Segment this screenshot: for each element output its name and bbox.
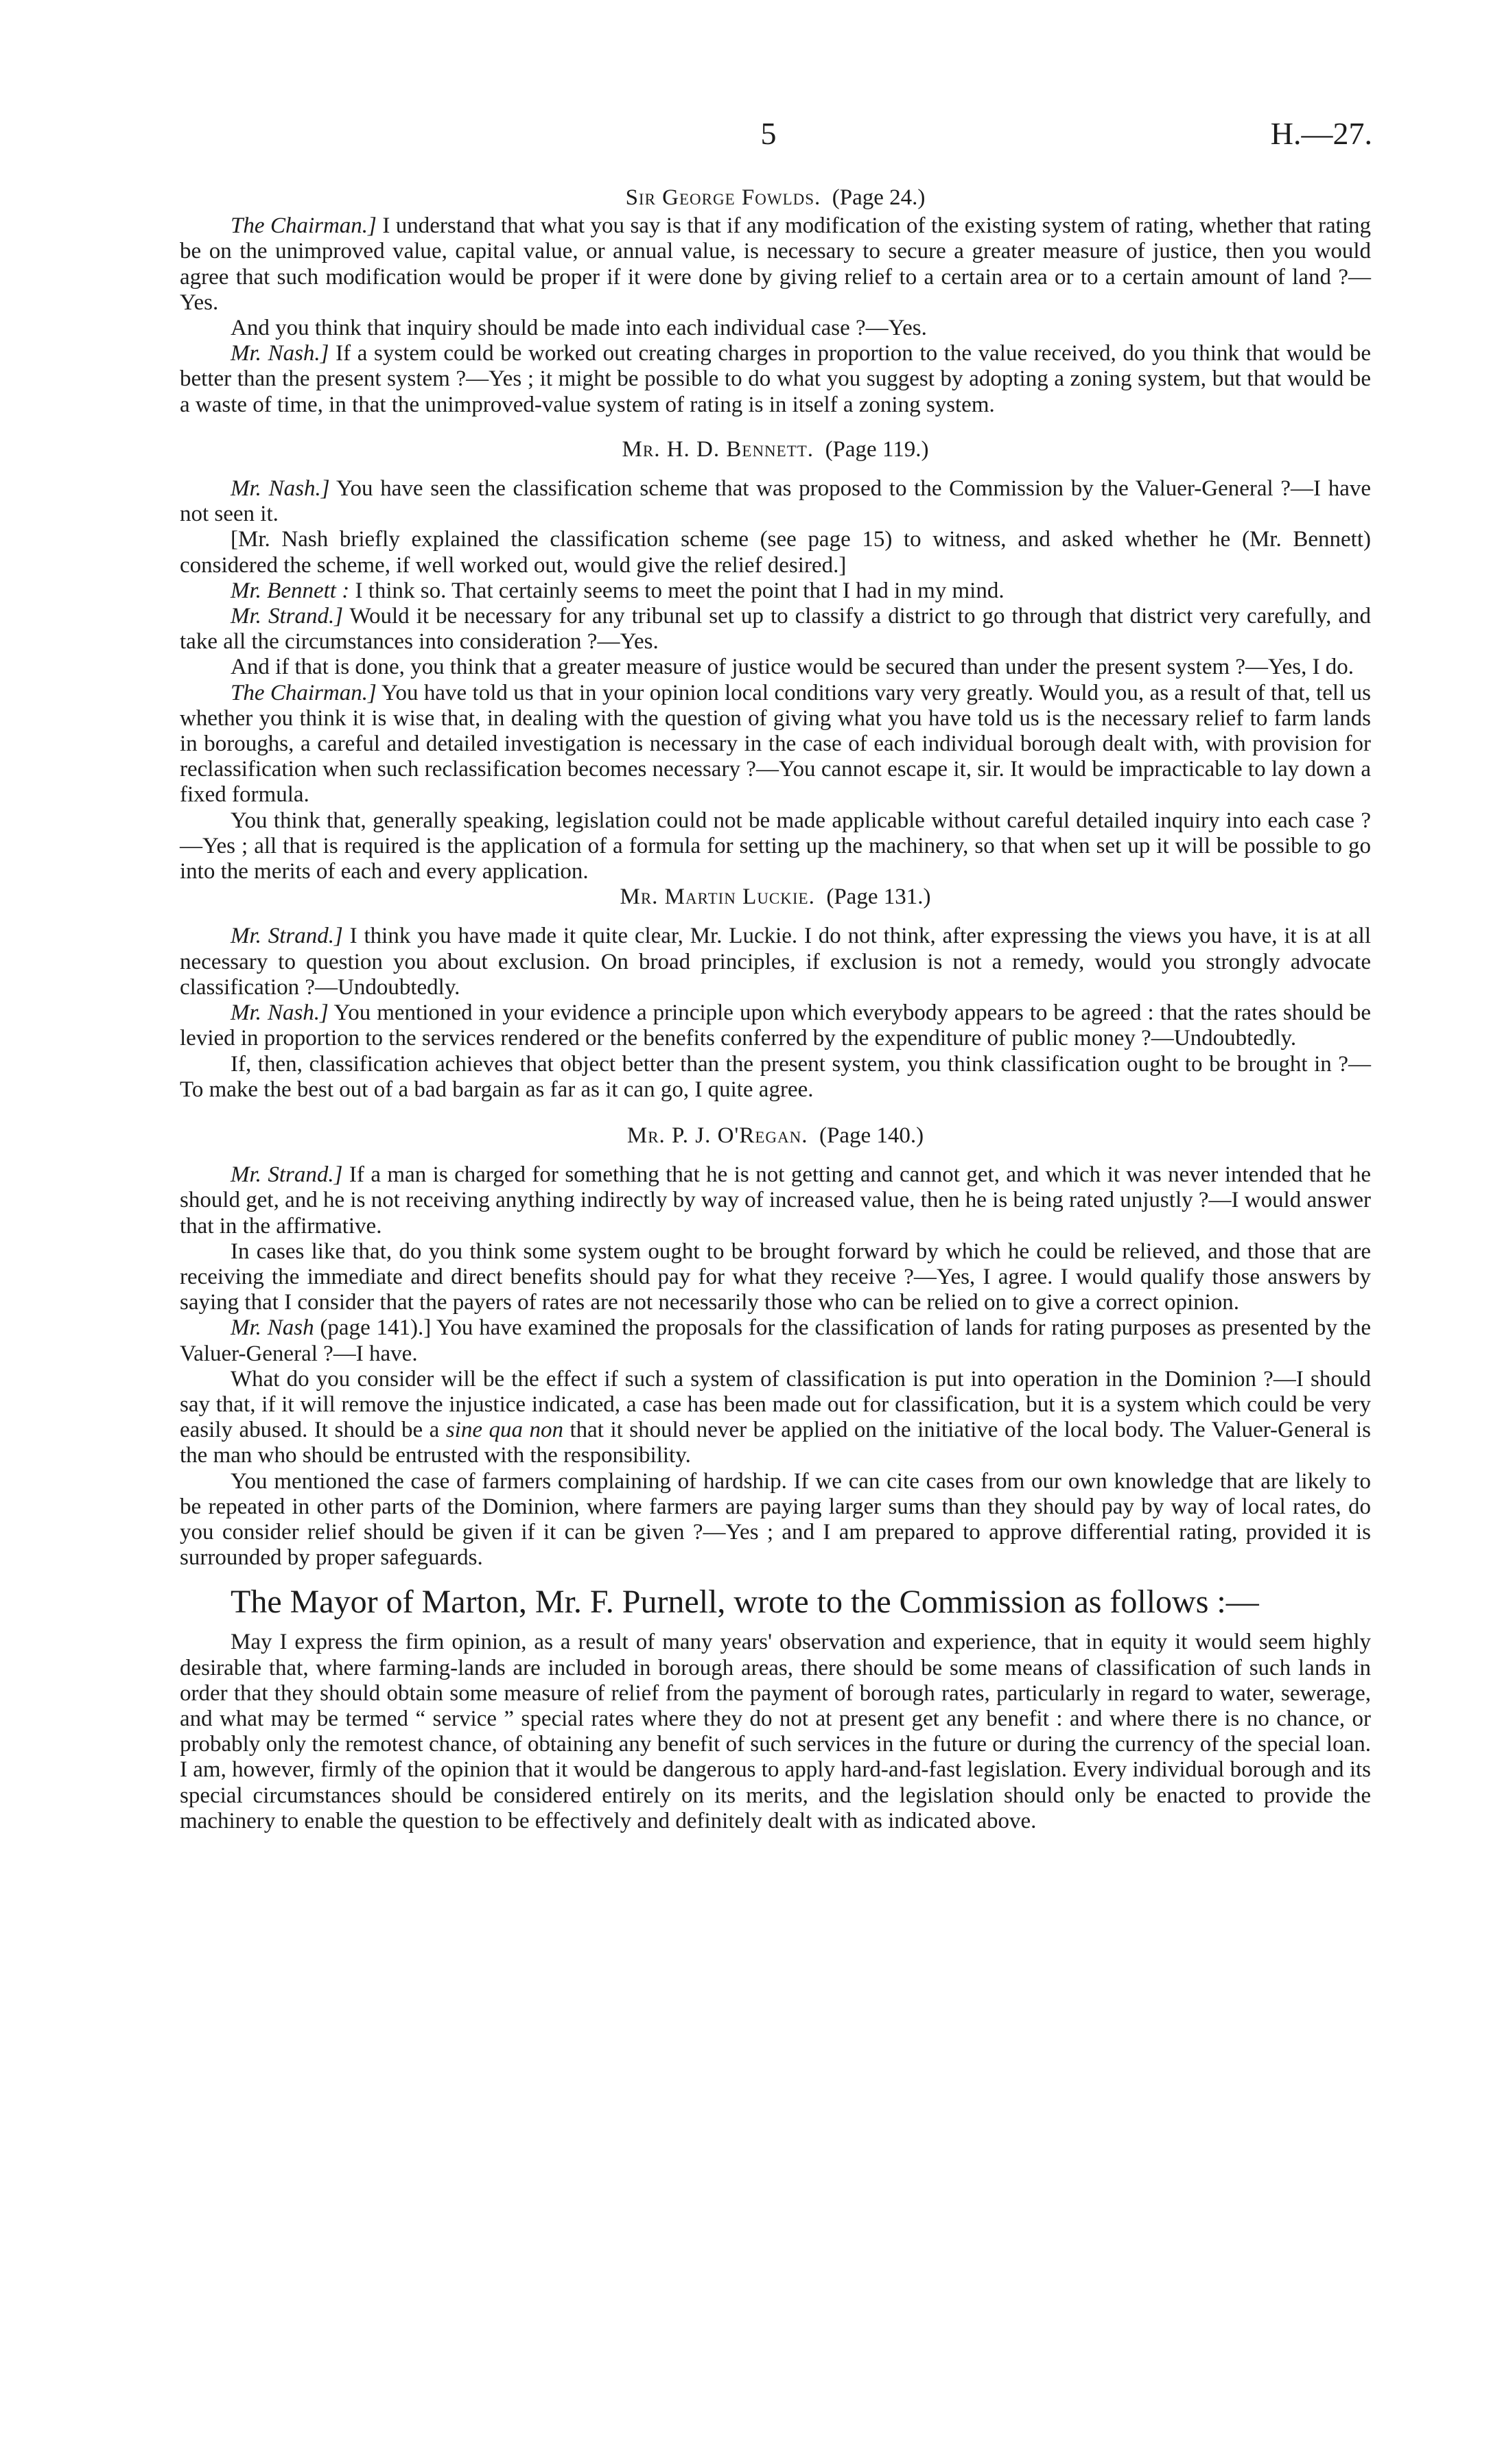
paragraph-text: You have seen the classification scheme that was proposed to the Commission by the Valuer-General ?—I have not seen it. <box>180 476 1371 527</box>
paragraph-text: I understand that what you say is that if any modification of the existing system of rating, whether that rating be on the unimproved value, capital value, or annual value, is necessary to secure a greater measure of justice, then you would agree that such modification would be proper if it were done by giving relief to a certain area or to a certain amount of land ?—Yes. <box>180 213 1371 315</box>
paragraph: And you think that inquiry should be made into each individual case ?—Yes. <box>231 316 927 341</box>
witness-name: Mr. Martin Luckie. <box>620 884 815 910</box>
speaker: Mr. Strand.] <box>231 1162 343 1188</box>
page-reference: (Page 131.) <box>826 884 931 910</box>
paragraph: May I express the firm opinion, as a result of many years' observation and experience, that in equity it would seem highly desirable that, where farming-lands are included in borough areas, there should be some means of classification of such lands in order that they should obtain some measure of relief from the payment of borough rates, particularly in regard to water, sewerage, and what may be termed “ service ” special rates where they do not at present get any benefit : and where there is no chance, or probably only the remotest chance, of obtaining any benefit of such services in the future or during the currency of the special loan. I am, however, firmly of the opinion that it would be dangerous to apply hard-and-fast legislation. Every individual borough and its special circumstances should be considered entirely on its merits, and the legislation should only be enacted to provide the machinery to enable the question to be effectively and definitely dealt with as indicated above. <box>180 1630 1371 1833</box>
page-reference: (Page 119.) <box>825 436 929 462</box>
witness-heading-luckie <box>180 884 1371 910</box>
witness-heading-bennett <box>180 437 1371 462</box>
witness-name: Mr. P. J. O'Regan. <box>626 1123 808 1148</box>
speaker: Mr. Nash.] <box>231 476 330 502</box>
letter-heading: The Mayor of Marton, Mr. F. Purnell, wrote to the Commission as follows :— <box>231 1584 1259 1621</box>
paragraph: [Mr. Nash briefly explained the classification scheme (see page 15) to witness, and asked whether he (Mr. Bennett) considered the scheme, if well worked out, would give the relief desired.] <box>180 527 1371 578</box>
witness-name: Mr. H. D. Bennett. <box>622 436 814 462</box>
speaker: The Chairman.] <box>231 680 377 705</box>
paragraph <box>180 1367 1371 1469</box>
paragraph-text: You mentioned in your evidence a principle upon which everybody appears to be agreed : that the rates should be levied in proportion to the services rendered or the benefits conferred by the expenditure of public money ?—Undoubtedly. <box>180 1000 1371 1051</box>
speaker: The Chairman.] <box>231 213 377 239</box>
paragraph-text: (page 141).] You have examined the proposals for the classification of lands for rating purposes as presented by the Valuer-General ?—I have. <box>180 1315 1371 1366</box>
paragraph: And if that is done, you think that a greater measure of justice would be secured than under the present system ?—Yes, I do. <box>231 655 1354 680</box>
page-reference: (Page 24.) <box>832 185 926 210</box>
paragraph-text: that it should never be applied on the initiative of the local body. The Valuer-General is the man who should be entrusted with the responsibility. <box>180 1418 1371 1468</box>
page-reference: (Page 140.) <box>819 1123 924 1148</box>
page-number: 5 <box>760 116 777 151</box>
paragraph <box>180 924 1371 1000</box>
paragraph-text: What do you consider will be the effect if such a system of classification is put into operation in the Dominion ?—I should say that, if it will remove the injustice indicated, a case has been made out for classification, but it is a system which could be very easily abused. It should be a <box>180 1366 1371 1443</box>
witness-name: Sir George Fowlds. <box>625 185 821 210</box>
paragraph <box>180 1162 1371 1239</box>
paragraph-text: Would it be necessary for any tribunal set up to classify a district to go through that district very carefully, and take all the circumstances into consideration ?—Yes. <box>180 604 1371 655</box>
paragraph: In cases like that, do you think some system ought to be brought forward by which he could be relieved, and those that are receiving the immediate and direct benefits should pay for what they receive ?—Yes, I agree. I would qualify those answers by saying that I consider that the payers of rates are not necessarily those who can be relied on to give a correct opinion. <box>180 1239 1371 1315</box>
paragraph <box>180 681 1371 808</box>
paragraph <box>180 1315 1371 1366</box>
paragraph: You think that, generally speaking, legislation could not be made applicable without careful detailed inquiry into each case ?—Yes ; all that is required is the application of a formula for setting up the machinery, so that when set up it will be possible to go into the merits of each and every application. <box>180 808 1371 884</box>
paragraph-text: I think you have made it quite clear, Mr. Luckie. I do not think, after expressing the views you have, it is at all necessary to question you about exclusion. On broad principles, if exclusion is not a remedy, would you strongly advocate classification ?—Undoubtedly. <box>180 924 1371 1000</box>
paragraph <box>180 341 1371 418</box>
paragraph: If, then, classification achieves that object better than the present system, you think classification ought to be brought in ?—To make the best out of a bad bargain as far as it can go, I quite agree. <box>180 1051 1371 1102</box>
speaker: Mr. Strand.] <box>231 924 343 949</box>
speaker: Mr. Strand.] <box>231 604 344 629</box>
speaker: Mr. Nash.] <box>231 1000 329 1026</box>
document-body <box>180 185 1371 1834</box>
speaker: Mr. Nash.] <box>231 341 329 366</box>
speaker: Mr. Nash <box>231 1315 314 1341</box>
paragraph-text: If a system could be worked out creating charges in proportion to the value received, do you think that would be better than the present system ?—Yes ; it might be possible to do what you suggest by adopting a zoning system, but that would be a waste of time, in that the unimproved-value system of rating is in itself a zoning system. <box>180 341 1372 417</box>
paragraph-text: If a man is charged for something that he is not getting and cannot get, and which it was never intended that he should get, and he is not receiving anything indirectly by way of increased value, then he is being rated unjustly ?—I would answer that in the affirmative. <box>180 1162 1371 1239</box>
latin-phrase: sine qua non <box>445 1418 563 1443</box>
paragraph: You mentioned the case of farmers complaining of hardship. If we can cite cases from our own knowledge that are likely to be repeated in other parts of the Dominion, where farmers are paying larger sums than they should pay by way of local rates, do you consider relief should be given if it can be given ?—Yes ; and I am prepared to approve differential rating, provided it is surrounded by proper safeguards. <box>180 1468 1371 1571</box>
paragraph <box>180 604 1371 655</box>
witness-heading-fowlds <box>180 185 1371 211</box>
speaker: Mr. Bennett : <box>231 578 350 603</box>
paragraph <box>180 578 1371 604</box>
witness-heading-oregan <box>180 1123 1371 1149</box>
paragraph <box>180 476 1371 527</box>
paragraph-text: You have told us that in your opinion local conditions vary very greatly. Would you, as a result of that, tell us whether you think it is wise that, in dealing with the question of giving what you have told us is the necessary relief to farm lands in boroughs, a careful and detailed investigation is necessary in the case of each individual borough dealt with, with provision for reclassification when such reclassification becomes necessary ?—You cannot escape it, sir. It would be impracticable to lay down a fixed formula. <box>180 680 1371 808</box>
paragraph-text: I think so. That certainly seems to meet the point that I had in my mind. <box>349 578 1005 603</box>
paragraph <box>180 1000 1371 1051</box>
paragraph <box>180 213 1371 316</box>
document-reference: H.—27. <box>1270 116 1372 151</box>
